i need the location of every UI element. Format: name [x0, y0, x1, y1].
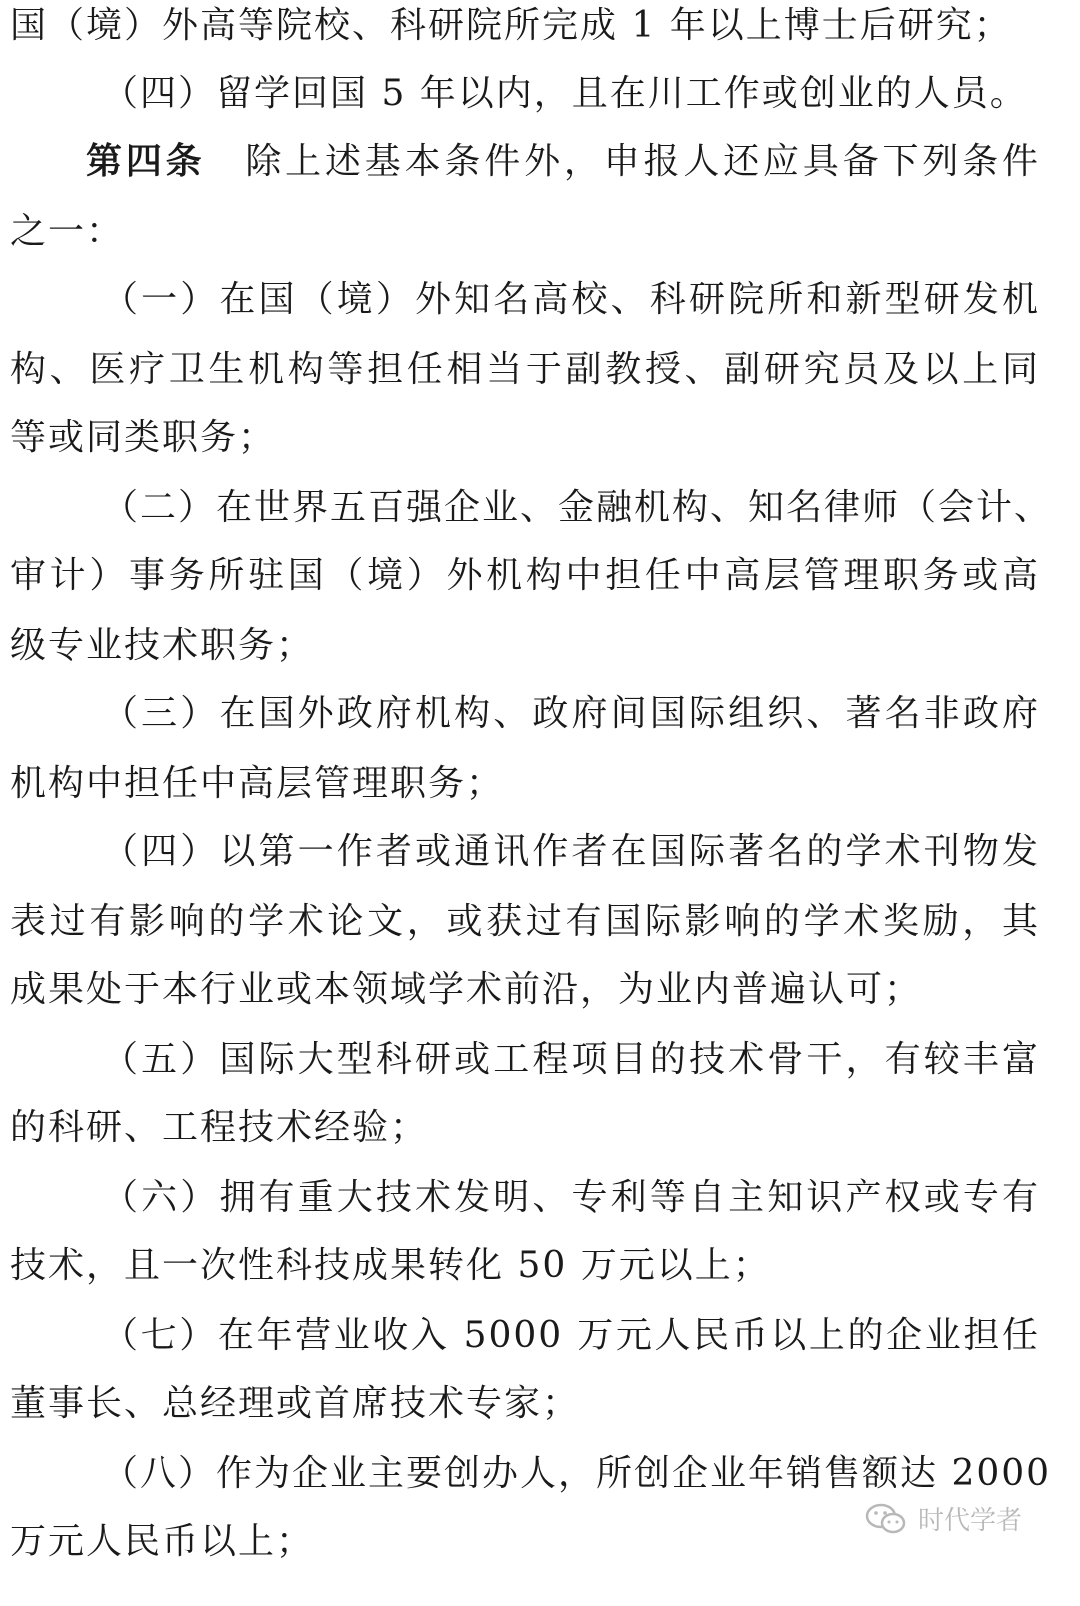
text-line: 万元人民币以上；	[10, 1521, 315, 1562]
text-line: 表过有影响的学术论文，或获过有国际影响的学术奖励，其	[10, 901, 1040, 942]
text-line: 之一：	[10, 211, 125, 252]
text-line: 成果处于本行业或本领域学术前沿，为业内普遍认可；	[10, 969, 923, 1010]
text-line: （五）国际大型科研或工程项目的技术骨干，有较丰富	[102, 1039, 1040, 1080]
text-line: （四）留学回国 5 年以内，且在川工作或创业的人员。	[102, 73, 1028, 114]
text-line: 技术，且一次性科技成果转化 50 万元以上；	[10, 1245, 771, 1286]
text-line: （八）作为企业主要创办人，所创企业年销售额达 2000	[102, 1453, 1052, 1494]
article-number: 第四条	[86, 141, 206, 182]
watermark-label: 时代学者	[917, 1506, 1022, 1536]
text-line: 级专业技术职务；	[10, 625, 315, 666]
text-line: 董事长、总经理或首席技术专家；	[10, 1383, 581, 1424]
text-line: 审计）事务所驻国（境）外机构中担任中高层管理职务或高	[10, 555, 1040, 596]
text-line: 国（境）外高等院校、科研院所完成 1 年以上博士后研究；	[10, 5, 1012, 46]
article-heading-line: 第四条 除上述基本条件外，申报人还应具备下列条件	[86, 141, 1040, 182]
text-line: 等或同类职务；	[10, 417, 277, 458]
wechat-icon	[864, 1501, 908, 1537]
text-line: （三）在国外政府机构、政府间国际组织、著名非政府	[102, 693, 1040, 734]
text-line: （六）拥有重大技术发明、专利等自主知识产权或专有	[102, 1177, 1040, 1218]
text-line: 构、医疗卫生机构等担任相当于副教授、副研究员及以上同	[10, 349, 1040, 390]
watermark	[864, 1500, 1022, 1537]
text-line: （四）以第一作者或通讯作者在国际著名的学术刊物发	[102, 831, 1040, 872]
text-line: （二）在世界五百强企业、金融机构、知名律师（会计、	[102, 487, 1053, 528]
text-line: 的科研、工程技术经验；	[10, 1107, 429, 1148]
text-line: 机构中担任中高层管理职务；	[10, 763, 505, 804]
text-line: （一）在国（境）外知名高校、科研院所和新型研发机	[102, 279, 1040, 320]
text-line: （七）在年营业收入 5000 万元人民币以上的企业担任	[102, 1315, 1040, 1356]
